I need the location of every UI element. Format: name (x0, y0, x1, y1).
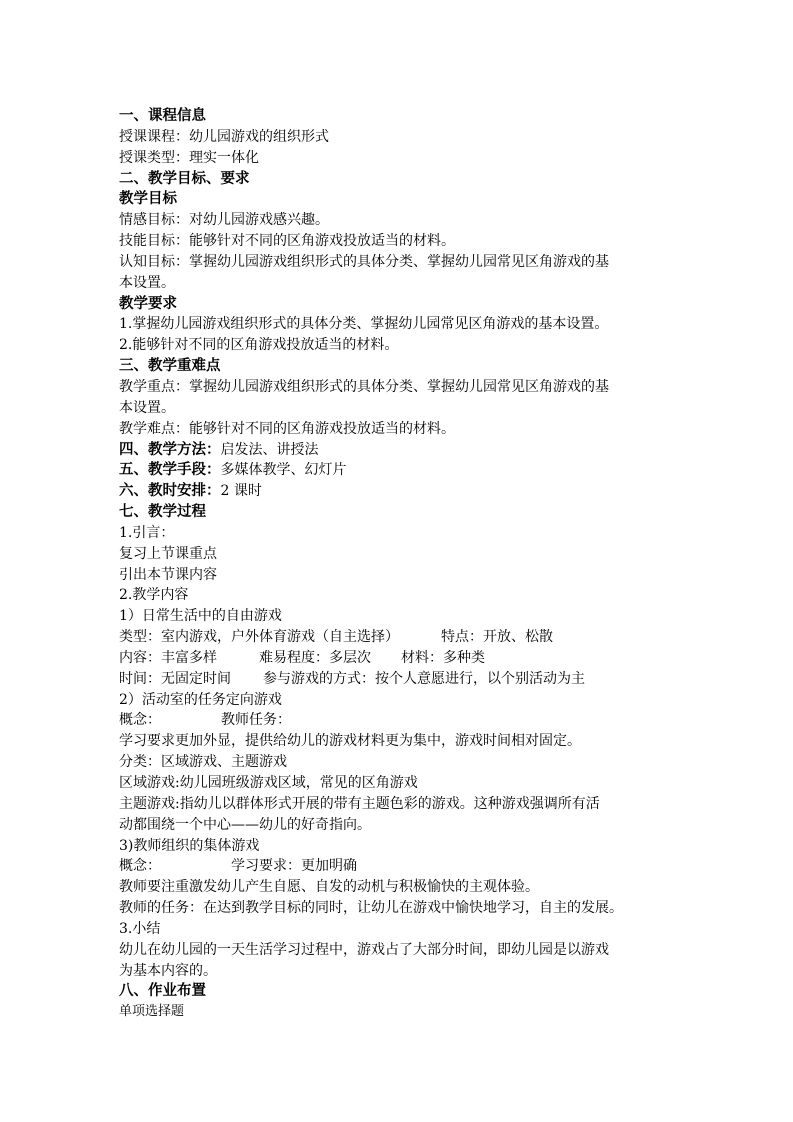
free-play-title: 1）日常生活中的自由游戏 (119, 608, 282, 625)
free-play-content: 内容：丰富多样 (119, 649, 217, 666)
homework-item: 单项选择题 (119, 1004, 185, 1020)
process-review: 复习上节课重点 (119, 545, 217, 562)
task-play-concept-row (119, 710, 689, 731)
teaching-means-label: 五、教学手段： (119, 462, 221, 479)
teaching-means (119, 460, 689, 481)
area-game: 区域游戏:幼儿园班级游戏区域，常见的区角游戏 (119, 775, 418, 791)
key-point-cont: 本设置。 (119, 399, 175, 416)
group-play-title: 3)教师组织的集体游戏 (119, 837, 260, 854)
group-play-note: 教师要注重激发幼儿产生自愿、自发的动机与积极愉快的主观体验。 (119, 879, 539, 896)
difficult-point: 教学难点：能够针对不同的区角游戏投放适当的材料。 (119, 420, 455, 437)
free-play-time-row (119, 669, 689, 690)
heading-homework: 八、作业布置 (119, 983, 206, 1000)
task-play-concept: 概念： (119, 712, 161, 729)
key-point: 教学重点：掌握幼儿园游戏组织形式的具体分类、掌握幼儿园常见区角游戏的基 (119, 378, 609, 395)
document-body (119, 106, 689, 1023)
group-play-requirement: 学习要求：更加明确 (231, 858, 357, 875)
heading-key-points: 三、教学重难点 (119, 358, 221, 375)
group-play-concept-row (119, 856, 689, 877)
free-play-type-row (119, 627, 689, 648)
free-play-content-row (119, 648, 689, 669)
goal-cognition: 认知目标：掌握幼儿园游戏组织形式的具体分类、掌握幼儿园常见区角游戏的基 (119, 253, 609, 270)
free-play-time: 时间：无固定时间 (119, 670, 231, 687)
free-play-feature: 特点：开放、松散 (441, 629, 553, 646)
summary-text-cont: 为基本内容的。 (119, 962, 217, 979)
task-play-task: 教师任务： (221, 712, 291, 729)
process-content: 2.教学内容 (119, 587, 189, 604)
task-play-requirement: 学习要求更加外显，提供给幼儿的游戏材料更为集中，游戏时间相对固定。 (119, 733, 581, 750)
free-play-material: 材料：多种类 (401, 649, 485, 666)
course-type: 授课类型：理实一体化 (119, 149, 259, 166)
requirement-1: 1.掌握幼儿园游戏组织形式的具体分类、掌握幼儿园常见区角游戏的基本设置。 (119, 316, 609, 333)
heading-goals: 教学目标 (119, 191, 177, 208)
class-hours-value: 2 课时 (220, 483, 262, 500)
teaching-method-label: 四、教学方法： (119, 441, 221, 458)
course-name: 授课课程：幼儿园游戏的组织形式 (119, 128, 329, 145)
free-play-difficulty: 难易程度：多层次 (259, 649, 371, 666)
task-play-classification: 分类：区域游戏、主题游戏 (119, 754, 287, 771)
task-play-title: 2）活动室的任务定向游戏 (119, 691, 282, 708)
theme-game: 主题游戏:指幼儿以群体形式开展的带有主题色彩的游戏。这种游戏强调所有活 (119, 795, 600, 812)
summary-text: 幼儿在幼儿园的一天生活学习过程中，游戏占了大部分时间，即幼儿园是以游戏 (119, 941, 609, 958)
teaching-method-value: 启发法、讲授法 (220, 441, 319, 458)
goal-emotion: 情感目标：对幼儿园游戏感兴趣。 (119, 212, 329, 229)
teaching-means-value: 多媒体教学、幻灯片 (220, 462, 347, 479)
teaching-method (119, 440, 689, 461)
group-play-task: 教师的任务：在达到教学目标的同时，让幼儿在游戏中愉快地学习，自主的发展。 (119, 900, 623, 917)
heading-process: 七、教学过程 (119, 504, 206, 521)
goal-cognition-cont: 本设置。 (119, 274, 175, 291)
heading-requirements: 教学要求 (119, 295, 177, 312)
summary-title: 3.小结 (119, 920, 161, 937)
class-hours-label: 六、教时安排： (119, 483, 221, 500)
requirement-2: 2.能够针对不同的区角游戏投放适当的材料。 (119, 337, 399, 354)
heading-goals-requirements: 二、教学目标、要求 (119, 170, 250, 187)
heading-course-info: 一、课程信息 (119, 108, 206, 124)
free-play-type: 类型：室内游戏，户外体育游戏（自主选择） (119, 629, 399, 646)
group-play-concept: 概念： (119, 858, 161, 875)
process-intro: 1.引言： (119, 524, 175, 541)
free-play-way: 参与游戏的方式：按个人意愿进行，以个别活动为主 (263, 670, 585, 687)
class-hours (119, 481, 689, 502)
theme-game-cont: 动都围绕一个中心——幼儿的好奇指向。 (119, 816, 371, 833)
goal-skill: 技能目标：能够针对不同的区角游戏投放适当的材料。 (119, 233, 455, 250)
process-lead: 引出本节课内容 (119, 566, 217, 583)
